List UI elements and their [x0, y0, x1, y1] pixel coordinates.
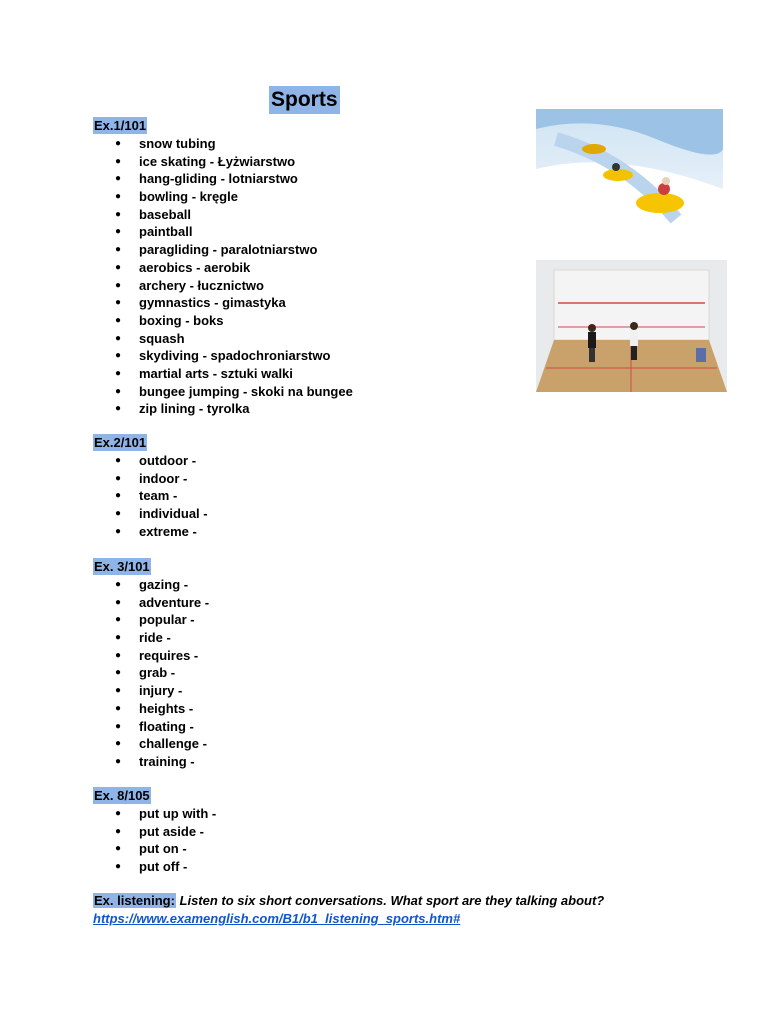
snow-tubing-photo — [536, 109, 723, 241]
vocab-list — [93, 576, 209, 771]
bullet-icon: ● — [115, 649, 122, 661]
section-ex3 — [93, 558, 209, 771]
section-ex8 — [93, 787, 216, 876]
bullet-icon: ● — [115, 314, 122, 326]
list-item — [93, 523, 208, 541]
list-item — [93, 487, 208, 505]
vocab-list — [93, 452, 208, 540]
list-item — [93, 452, 208, 470]
list-item-text: put off - — [139, 859, 188, 875]
list-item — [93, 840, 216, 858]
list-item — [93, 718, 209, 736]
list-item — [93, 682, 209, 700]
list-item — [93, 135, 353, 153]
list-item — [93, 823, 216, 841]
page-title: Sports — [269, 86, 340, 114]
list-item — [93, 277, 353, 295]
list-item-text: training - — [139, 753, 195, 769]
bullet-icon: ● — [115, 702, 122, 714]
list-item-text: martial arts - sztuki walki — [139, 365, 293, 381]
list-item — [93, 805, 216, 823]
list-item — [93, 347, 353, 365]
squash-court-illustration — [536, 260, 727, 392]
bullet-icon: ● — [115, 508, 122, 520]
list-item-text: baseball — [139, 206, 192, 222]
list-item-text: popular - — [139, 612, 195, 628]
bullet-icon: ● — [115, 138, 122, 149]
section-ex2 — [93, 434, 208, 540]
bullet-icon: ● — [115, 808, 122, 819]
list-item-text: aerobics - aerobik — [139, 259, 251, 275]
list-item-text: team - — [139, 488, 178, 504]
list-item — [93, 735, 209, 753]
list-item-text: floating - — [139, 718, 194, 734]
bullet-icon: ● — [115, 403, 122, 415]
bullet-icon: ● — [115, 191, 122, 203]
list-item — [93, 259, 353, 277]
bullet-icon: ● — [115, 614, 122, 626]
list-item — [93, 594, 209, 612]
bullet-icon: ● — [115, 332, 122, 344]
list-item-text: paragliding - paralotniarstwo — [139, 242, 318, 258]
list-item-text: ride - — [139, 630, 171, 646]
bullet-icon: ● — [115, 755, 122, 767]
list-item-text: challenge - — [139, 736, 207, 752]
list-item-text: put aside - — [139, 823, 205, 839]
list-item-text: skydiving - spadochroniarstwo — [139, 348, 331, 364]
bullet-icon: ● — [115, 667, 122, 679]
listening-link[interactable]: https://www.examenglish.com/B1/b1_listening_sports.htm# — [93, 911, 461, 926]
list-item — [93, 647, 209, 665]
list-item — [93, 330, 353, 348]
vocab-list — [93, 805, 216, 876]
list-item — [93, 294, 353, 312]
list-item-text: injury - — [139, 683, 183, 699]
bullet-icon: ● — [115, 385, 122, 397]
list-item — [93, 206, 353, 224]
bullet-icon: ● — [115, 455, 122, 466]
list-item-text: archery - łucznictwo — [139, 277, 264, 293]
bullet-icon: ● — [115, 261, 122, 273]
list-item-text: adventure - — [139, 594, 210, 610]
list-item-text: requires - — [139, 647, 199, 663]
list-item — [93, 365, 353, 383]
bullet-icon: ● — [115, 596, 122, 608]
list-item — [93, 170, 353, 188]
squash-photo — [536, 260, 727, 392]
listening-label: Ex. listening: — [94, 893, 175, 908]
list-item-text: extreme - — [139, 523, 197, 539]
bullet-icon: ● — [115, 525, 122, 537]
list-item-text: indoor - — [139, 470, 188, 486]
bullet-icon: ● — [115, 843, 122, 855]
list-item — [93, 505, 208, 523]
list-item — [93, 223, 353, 241]
list-item-text: squash — [139, 330, 185, 346]
list-item-text: bungee jumping - skoki na bungee — [139, 383, 353, 399]
bullet-icon: ● — [115, 155, 122, 167]
section-ex1 — [93, 117, 353, 418]
bullet-icon: ● — [115, 825, 122, 837]
section-heading: Ex. 8/105 — [94, 788, 150, 803]
section-heading: Ex.1/101 — [94, 118, 147, 133]
list-item-text: gymnastics - gimastyka — [139, 295, 286, 311]
list-item-text: boxing - boks — [139, 312, 224, 328]
list-item — [93, 400, 353, 418]
list-item — [93, 576, 209, 594]
bullet-icon: ● — [115, 579, 122, 590]
vocab-list — [93, 135, 353, 418]
list-item — [93, 629, 209, 647]
list-item-text: snow tubing — [139, 136, 216, 151]
list-item — [93, 470, 208, 488]
list-item-text: ice skating - Łyżwiarstwo — [139, 153, 296, 169]
bullet-icon: ● — [115, 738, 122, 750]
bullet-icon: ● — [115, 472, 122, 484]
list-item-text: hang-gliding - lotniarstwo — [139, 171, 298, 187]
listening-instructions: Listen to six short conversations. What sport are they talking about? — [175, 893, 605, 908]
bullet-icon: ● — [115, 861, 122, 873]
list-item — [93, 241, 353, 259]
list-item-text: zip lining - tyrolka — [139, 401, 250, 417]
list-item-text: individual - — [139, 506, 208, 522]
section-heading: Ex.2/101 — [94, 435, 147, 450]
list-item-text: put up with - — [139, 806, 217, 821]
bullet-icon: ● — [115, 244, 122, 256]
list-item-text: outdoor - — [139, 453, 197, 468]
bullet-icon: ● — [115, 173, 122, 185]
list-item — [93, 858, 216, 876]
bullet-icon: ● — [115, 350, 122, 362]
snow-tubing-illustration — [536, 109, 723, 241]
bullet-icon: ● — [115, 208, 122, 220]
bullet-icon: ● — [115, 226, 122, 238]
list-item — [93, 383, 353, 401]
bullet-icon: ● — [115, 632, 122, 644]
list-item-text: bowling - kręgle — [139, 189, 238, 205]
list-item — [93, 700, 209, 718]
list-item — [93, 188, 353, 206]
bullet-icon: ● — [115, 685, 122, 697]
list-item — [93, 153, 353, 171]
list-item-text: grab - — [139, 665, 176, 681]
bullet-icon: ● — [115, 490, 122, 502]
section-heading: Ex. 3/101 — [94, 559, 150, 574]
list-item — [93, 753, 209, 771]
list-item-text: paintball — [139, 224, 193, 240]
list-item — [93, 312, 353, 330]
bullet-icon: ● — [115, 367, 122, 379]
bullet-icon: ● — [115, 720, 122, 732]
list-item-text: heights - — [139, 700, 194, 716]
listening-exercise — [93, 892, 604, 928]
bullet-icon: ● — [115, 297, 122, 309]
list-item — [93, 664, 209, 682]
list-item-text: gazing - — [139, 577, 189, 592]
list-item-text: put on - — [139, 841, 187, 857]
bullet-icon: ● — [115, 279, 122, 291]
list-item — [93, 611, 209, 629]
